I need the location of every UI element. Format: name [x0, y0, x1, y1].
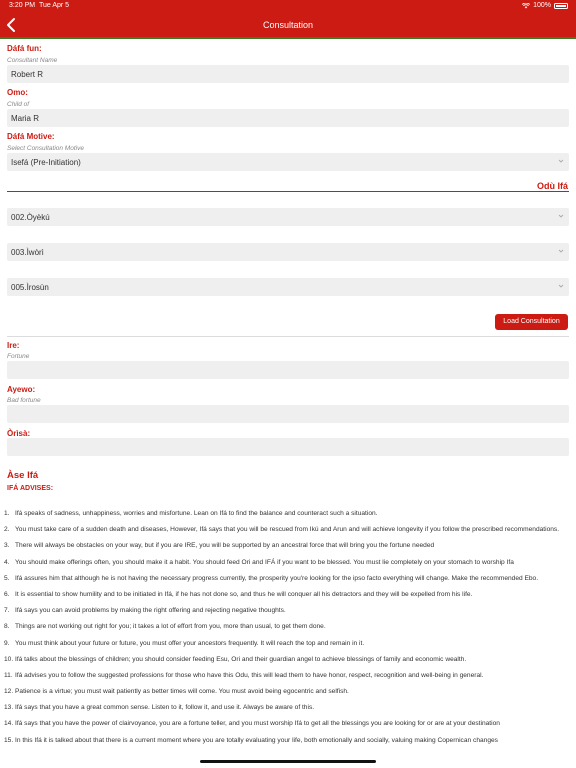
child-of-label: Omo:	[7, 88, 28, 97]
list-item	[4, 639, 570, 649]
list-item-number: 15.	[4, 736, 14, 744]
list-item	[4, 671, 570, 681]
list-item-text: You must take care of a sudden death and diseases, However, Ifá says that you will be rescued from Ikú and Arun and will achieve longevity if you follow the prescribed recommendations.	[15, 526, 560, 534]
list-item-text: Ifá says that you have the power of clairvoyance, you are a fortune teller, and you must worship Ifá to get all the blessings you are looking for or are at your destination	[15, 720, 500, 728]
odu-select-2[interactable]	[7, 243, 569, 261]
ire-field[interactable]	[7, 361, 569, 379]
list-item	[4, 687, 570, 697]
ayewo-field[interactable]	[7, 405, 569, 423]
list-item-number: 7.	[4, 607, 10, 615]
odu-select-1[interactable]	[7, 208, 569, 226]
list-item-text: Ifá assures him that although he is not having the necessary progress currently, the prosperity you're looking for the ipso facto everything will change. Make the recommended Ebo.	[15, 574, 539, 582]
list-item-text: Patience is a virtue; you must wait patiently as better times will come. You must avoid being egocentric and selfish.	[15, 688, 349, 696]
list-item-text: Ifá advises you to follow the suggested professions for those who have this Odu, this will lead them to have honor, respect, recognition and well-being in general.	[15, 671, 484, 679]
page-title: Consultation	[262, 20, 314, 30]
list-item	[4, 558, 570, 568]
odu-divider	[7, 191, 569, 192]
status-bar	[0, 0, 576, 13]
list-item-number: 5.	[4, 574, 10, 582]
list-item-number: 12.	[4, 688, 14, 696]
advice-list	[4, 509, 570, 745]
child-of-sublabel: Child of	[7, 101, 30, 108]
ire-label: Ire:	[7, 341, 20, 350]
child-of-input[interactable]: Maria R	[7, 109, 569, 127]
list-item-number: 10.	[4, 655, 14, 663]
nav-bar	[0, 13, 576, 37]
list-item-text: Ifá speaks of sadness, unhappiness, worries and misfortune. Lean on Ifá to find the balance and counteract such a situation.	[15, 510, 378, 517]
list-item	[4, 525, 570, 535]
chevron-down-icon	[558, 283, 564, 289]
motive-select[interactable]	[7, 153, 569, 171]
list-item-number: 2.	[4, 526, 10, 534]
nav-underline	[0, 37, 576, 39]
load-consultation-button[interactable]: Load Consultation	[495, 314, 568, 330]
home-indicator[interactable]	[200, 760, 376, 763]
section-divider	[7, 336, 569, 337]
wifi-icon	[522, 3, 530, 9]
odu-select-3-value: 005.Ìrosùn	[11, 283, 49, 292]
odu-select-2-value: 003.Ìwòrì	[11, 248, 44, 257]
list-item-number: 6.	[4, 590, 10, 598]
battery-icon	[554, 3, 568, 9]
list-item-number: 8.	[4, 623, 10, 631]
odu-select-1-value: 002.Òyèkú	[11, 213, 50, 222]
odu-select-3[interactable]	[7, 278, 569, 296]
list-item-number: 9.	[4, 639, 10, 647]
consultant-sublabel: Consultant Name	[7, 57, 58, 64]
list-item-number: 4.	[4, 558, 10, 566]
motive-label: Dáfá Motive:	[7, 132, 55, 141]
orisa-field[interactable]	[7, 438, 569, 456]
ayewo-label: Ayewo:	[7, 385, 36, 394]
ase-ifa-title: Àse Ifá	[7, 470, 39, 481]
list-item-number: 14.	[4, 720, 14, 728]
orisa-label: Òrìsà:	[7, 429, 31, 438]
list-item-text: Things are not working out right for you; it takes a lot of effort from you, more than usual, to get them done.	[15, 623, 326, 631]
ayewo-sublabel: Bad fortune	[7, 397, 41, 404]
list-item-number: 11.	[4, 671, 13, 679]
chevron-down-icon	[558, 158, 564, 164]
odu-section-title: Odù Ifá	[537, 181, 568, 191]
list-item	[4, 574, 570, 584]
status-right	[522, 2, 568, 9]
list-item-text: You should make offerings often, you should make it a habit. You should feed Ori and IFÁ if you want to be blessed. You must lie completely on your stomach to worship Ifa	[15, 558, 514, 566]
list-item	[4, 719, 570, 729]
list-item-number: 13.	[4, 704, 14, 712]
motive-sublabel: Select Consultation Motive	[7, 145, 84, 152]
list-item	[4, 590, 570, 600]
ifa-advises-subtitle: IFÁ ADVISES:	[7, 485, 54, 492]
list-item	[4, 606, 570, 616]
chevron-down-icon	[558, 213, 564, 219]
list-item	[4, 509, 570, 519]
list-item	[4, 703, 570, 713]
chevron-down-icon	[558, 248, 564, 254]
list-item	[4, 541, 570, 551]
list-item-text: It is essential to show humility and to be initiated in Ifá, if he has not done so, and thus he will conquer all his detractors and they will be expelled from his life.	[15, 590, 473, 598]
list-item-text: Ifá talks about the blessings of children; you should consider feeding Esu, Ori and their guardian angel to achieve blessings of family and economic wealth.	[15, 655, 467, 663]
list-item	[4, 622, 570, 632]
list-item-number: 1.	[4, 510, 10, 517]
list-item-text: There will always be obstacles on your way, but if you are IRE, you will be supported by an ancestral force that will bring you the fortune needed	[15, 542, 435, 550]
list-item-text: In this Ifá it is talked about that there is a current moment where you are totally evaluating your life, both emotionally and socially, valuing making Copernican changes	[15, 736, 498, 744]
consultant-name-input[interactable]: Robert R	[7, 65, 569, 83]
status-time: 3:20 PM Tue Apr 5	[9, 2, 70, 9]
battery-percent: 100%	[533, 2, 551, 9]
ire-sublabel: Fortune	[7, 353, 30, 360]
list-item	[4, 655, 570, 665]
motive-select-value: Isefá (Pre-Initiation)	[11, 158, 81, 167]
list-item-text: Ifá says that you have a great common sense. Listen to it, follow it, and use it. Always be aware of this.	[15, 704, 315, 712]
list-item-text: Ifá says you can avoid problems by making the right offering and rejecting negative thoughts.	[15, 607, 286, 615]
list-item-number: 3.	[4, 542, 10, 550]
list-item-text: You must think about your future or future, you must offer your ancestors frequently. It will reach the top and remain in it.	[15, 639, 365, 647]
consultant-label: Dáfá fun:	[7, 44, 42, 53]
list-item	[4, 736, 570, 746]
